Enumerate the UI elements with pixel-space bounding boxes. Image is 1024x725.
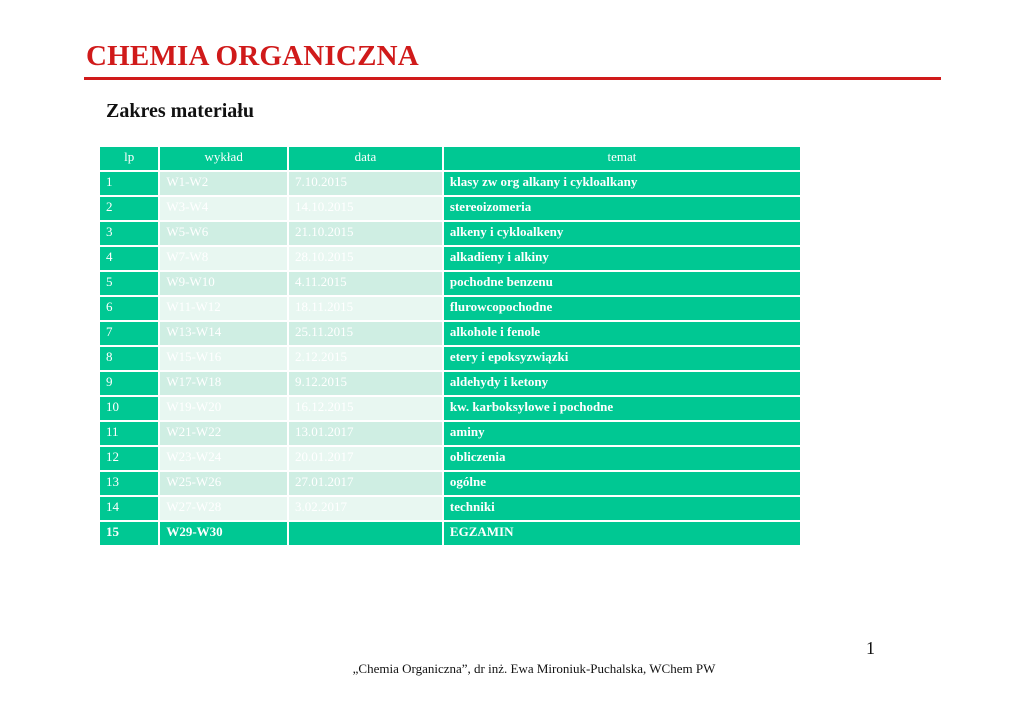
cell-temat: aldehydy i ketony: [444, 372, 800, 395]
cell-temat: ogólne: [444, 472, 800, 495]
table-row: [100, 422, 800, 445]
header-temat: temat: [444, 147, 800, 170]
cell-wyklad: W13-W14: [160, 322, 287, 345]
cell-wyklad: W21-W22: [160, 422, 287, 445]
table-row: [100, 247, 800, 270]
cell-data: 7.10.2015: [289, 172, 442, 195]
cell-lp: 13: [100, 472, 158, 495]
cell-wyklad: W25-W26: [160, 472, 287, 495]
table-row: [100, 172, 800, 195]
cell-lp: 7: [100, 322, 158, 345]
table-row: [100, 297, 800, 320]
page-number: 1: [866, 638, 875, 658]
cell-temat: stereoizomeria: [444, 197, 800, 220]
cell-temat: pochodne benzenu: [444, 272, 800, 295]
slide-subtitle: Zakres materiału: [106, 100, 254, 122]
cell-wyklad: W3-W4: [160, 197, 287, 220]
cell-lp: 6: [100, 297, 158, 320]
footer-text: „Chemia Organiczna”, dr inż. Ewa Mironiuk-Puchalska, WChem PW: [352, 661, 716, 676]
table-row: [100, 522, 800, 545]
table-row: [100, 272, 800, 295]
table-row: [100, 222, 800, 245]
cell-data: [289, 522, 442, 545]
schedule-table: [98, 145, 802, 547]
header-wyklad: wykład: [160, 147, 287, 170]
cell-wyklad: W15-W16: [160, 347, 287, 370]
cell-lp: 9: [100, 372, 158, 395]
table-row: [100, 347, 800, 370]
cell-lp: 12: [100, 447, 158, 470]
cell-temat: kw. karboksylowe i pochodne: [444, 397, 800, 420]
table-row: [100, 322, 800, 345]
cell-lp: 14: [100, 497, 158, 520]
cell-temat: alkadieny i alkiny: [444, 247, 800, 270]
cell-lp: 10: [100, 397, 158, 420]
cell-temat: alkohole i fenole: [444, 322, 800, 345]
title-divider: [84, 77, 941, 80]
cell-wyklad: W29-W30: [160, 522, 287, 545]
cell-wyklad: W1-W2: [160, 172, 287, 195]
slide-title: CHEMIA ORGANICZNA: [86, 40, 419, 72]
cell-temat: EGZAMIN: [444, 522, 800, 545]
cell-temat: alkeny i cykloalkeny: [444, 222, 800, 245]
cell-lp: 5: [100, 272, 158, 295]
cell-temat: etery i epoksyzwiązki: [444, 347, 800, 370]
cell-wyklad: W11-W12: [160, 297, 287, 320]
cell-wyklad: W9-W10: [160, 272, 287, 295]
cell-data: 28.10.2015: [289, 247, 442, 270]
cell-wyklad: W5-W6: [160, 222, 287, 245]
cell-wyklad: W7-W8: [160, 247, 287, 270]
cell-temat: obliczenia: [444, 447, 800, 470]
cell-data: 2.12.2015: [289, 347, 442, 370]
table-row: [100, 497, 800, 520]
cell-data: 3.02.2017: [289, 497, 442, 520]
cell-lp: 1: [100, 172, 158, 195]
cell-temat: klasy zw org alkany i cykloalkany: [444, 172, 800, 195]
cell-temat: flurowcopochodne: [444, 297, 800, 320]
cell-data: 21.10.2015: [289, 222, 442, 245]
cell-data: 16.12.2015: [289, 397, 442, 420]
cell-wyklad: W27-W28: [160, 497, 287, 520]
cell-data: 13.01.2017: [289, 422, 442, 445]
cell-temat: techniki: [444, 497, 800, 520]
table-row: [100, 397, 800, 420]
table-row: [100, 447, 800, 470]
cell-lp: 15: [100, 522, 158, 545]
table-row: [100, 472, 800, 495]
cell-data: 9.12.2015: [289, 372, 442, 395]
cell-data: 25.11.2015: [289, 322, 442, 345]
header-data: data: [289, 147, 442, 170]
cell-lp: 11: [100, 422, 158, 445]
cell-wyklad: W23-W24: [160, 447, 287, 470]
cell-data: 20.01.2017: [289, 447, 442, 470]
table-row: [100, 197, 800, 220]
cell-lp: 4: [100, 247, 158, 270]
cell-lp: 8: [100, 347, 158, 370]
cell-data: 14.10.2015: [289, 197, 442, 220]
table-header-row: [100, 147, 800, 170]
cell-data: 4.11.2015: [289, 272, 442, 295]
table-row: [100, 372, 800, 395]
cell-data: 27.01.2017: [289, 472, 442, 495]
cell-wyklad: W19-W20: [160, 397, 287, 420]
cell-lp: 2: [100, 197, 158, 220]
header-lp: lp: [100, 147, 158, 170]
cell-temat: aminy: [444, 422, 800, 445]
cell-lp: 3: [100, 222, 158, 245]
cell-wyklad: W17-W18: [160, 372, 287, 395]
cell-data: 18.11.2015: [289, 297, 442, 320]
